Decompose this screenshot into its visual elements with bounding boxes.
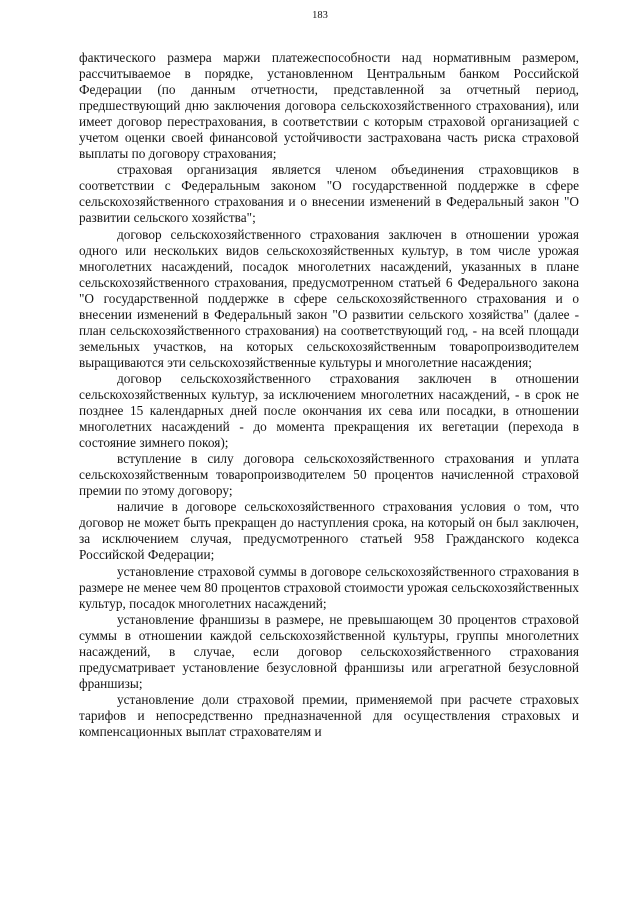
paragraph-6: наличие в договоре сельскохозяйственного страхования условия о том, что договор не может быть прекращен до наступления срока, на который он был заключен, за исключением случая, предусмотренного статьей 958 Гражданского кодекса Российской Федерации; [79,499,579,563]
page-number: 183 [312,10,328,21]
paragraph-7: установление страховой суммы в договоре сельскохозяйственного страхования в размере не менее чем 80 процентов страховой стоимости урожая сельскохозяйственных культур, посадок многолетних насаждений; [79,563,579,611]
paragraph-1: фактического размера маржи платежеспособности над нормативным размером, рассчитываемое в порядке, установленном Центральным банком Российской Федерации (по данным отчетности, представленной за отчетный период, предшествующий дню заключения договора сельскохозяйственного страхования), или имеет договор перестрахования, в соответствии с которым страховой организацией с учетом оценки своей финансовой устойчивости застрахована часть риска страховой выплаты по договору страхования; [79,50,579,162]
paragraph-8: установление франшизы в размере, не превышающем 30 процентов страховой суммы в отношении каждой сельскохозяйственной культуры, группы многолетних насаждений, в случае, если договор сельскохозяйственного страхования предусматривает установление безусловной франшизы или агрегатной безусловной франшизы; [79,611,579,691]
paragraph-9: установление доли страховой премии, применяемой при расчете страховых тарифов и непосредственно предназначенной для осуществления страховых и компенсационных выплат страхователям и [79,691,579,739]
paragraph-2: страховая организация является членом объединения страховщиков в соответствии с Федеральным законом "О государственной поддержке в сфере сельскохозяйственного страхования и о внесении изменений в Федеральный закон "О развитии сельского хозяйства"; [79,162,579,226]
paragraph-4: договор сельскохозяйственного страхования заключен в отношении сельскохозяйственных культур, за исключением многолетних насаждений, - в срок не позднее 15 календарных дней после окончания их сева или посадки, в отношении многолетних насаждений - до момента прекращения их вегетации (перехода в состояние зимнего покоя); [79,370,579,451]
paragraph-5: вступление в силу договора сельскохозяйственного страхования и уплата сельскохозяйственным товаропроизводителем 50 процентов начисленной страховой премии по этому договору; [79,451,579,499]
paragraph-3: договор сельскохозяйственного страхования заключен в отношении урожая одного или нескольких видов сельскохозяйственных культур, в том числе урожая многолетних насаждений, посадок многолетних насаждений, указанных в плане сельскохозяйственного страхования, предусмотренном статьей 6 Федерального закона "О государственной поддержке в сфере сельскохозяйственного страхования и о внесении изменений в Федеральный закон "О развитии сельского хозяйства" (далее - план сельскохозяйственного страхования) на соответствующий год, - на всей площади земельных участков, на которых сельскохозяйственным товаропроизводителем выращиваются эти сельскохозяйственные культуры и многолетние насаждения; [79,226,579,370]
document-body [79,50,579,740]
